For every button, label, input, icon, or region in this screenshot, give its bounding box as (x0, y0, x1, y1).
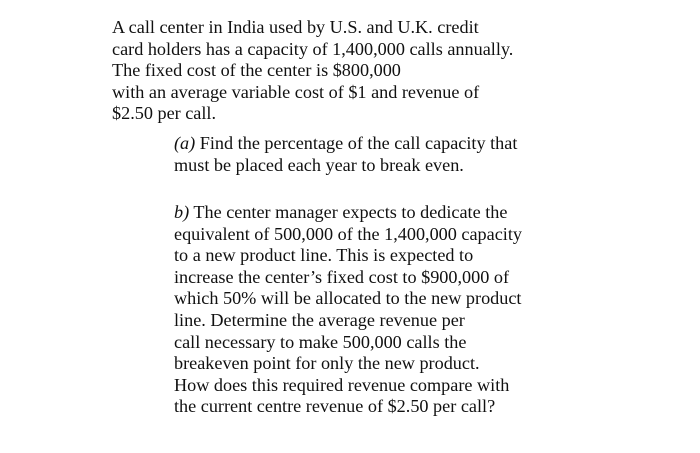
part-a-line-1 (174, 133, 517, 155)
intro-line: with an average variable cost of $1 and revenue of (112, 81, 480, 102)
part-b-line: the current centre revenue of $2.50 per call? (174, 396, 496, 417)
part-b-text: The center manager expects to dedicate the (189, 202, 508, 222)
part-a-text: Find the percentage of the call capacity that (195, 133, 518, 153)
part-b-line: call necessary to make 500,000 calls the (174, 331, 467, 352)
question-part-a (174, 133, 517, 176)
intro-line: The fixed cost of the center is $800,000 (112, 60, 401, 81)
problem-intro (112, 17, 513, 125)
question-part-b (174, 202, 522, 418)
part-b-line: to a new product line. This is expected to (174, 245, 474, 266)
part-b-line: line. Determine the average revenue per (174, 309, 465, 330)
intro-line: $2.50 per call. (112, 103, 217, 124)
part-b-label: b) (174, 202, 190, 222)
part-a-line-2: must be placed each year to break even. (174, 154, 464, 175)
part-b-line: equivalent of 500,000 of the 1,400,000 capacity (174, 223, 522, 244)
intro-line: A call center in India used by U.S. and U.K. credit (112, 17, 479, 37)
part-a-label: (a) (174, 133, 196, 153)
part-b-line: breakeven point for only the new product. (174, 353, 480, 374)
part-b-line: which 50% will be allocated to the new product (174, 288, 522, 309)
part-b-line-1 (174, 202, 522, 224)
part-b-line: How does this required revenue compare with (174, 374, 510, 395)
intro-line: card holders has a capacity of 1,400,000 calls annually. (112, 38, 514, 59)
part-b-line: increase the center’s fixed cost to $900,000 of (174, 266, 510, 287)
